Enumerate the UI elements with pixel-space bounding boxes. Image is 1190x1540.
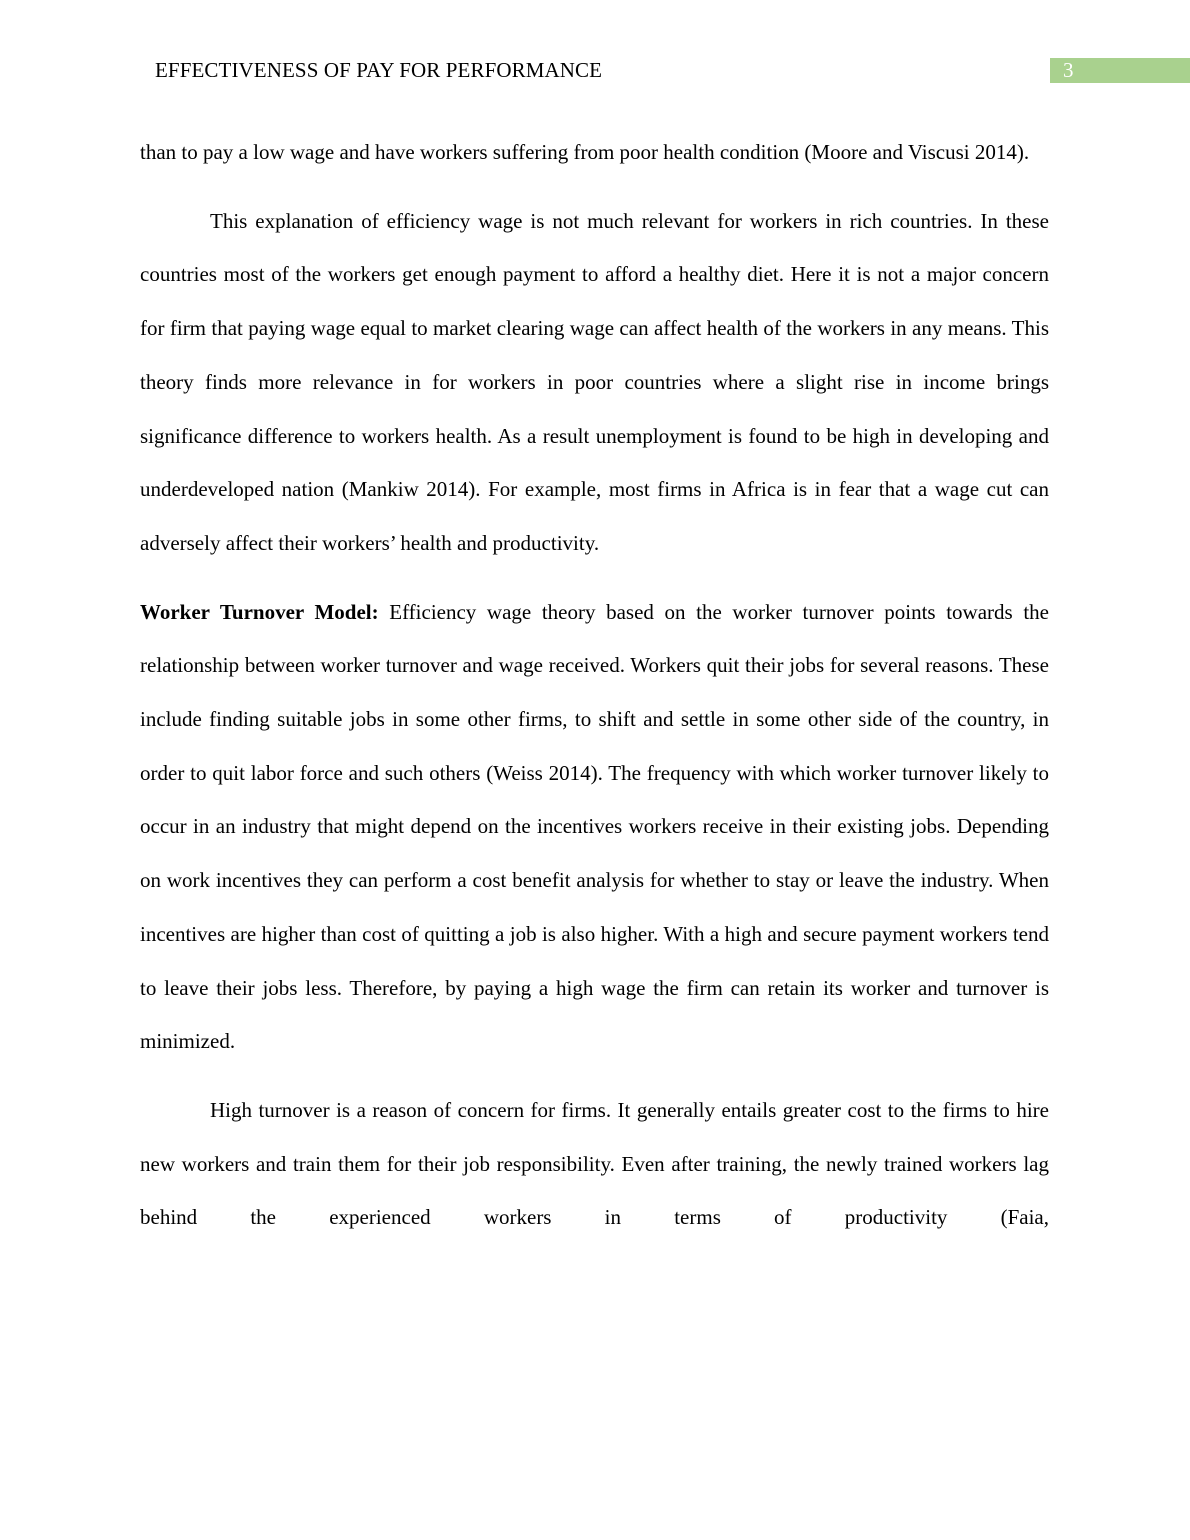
section-heading-worker-turnover: Worker Turnover Model: <box>140 599 379 624</box>
document-body <box>140 126 1049 1260</box>
page-number-box <box>1050 58 1190 83</box>
paragraph-efficiency-wage-relevance: This explanation of efficiency wage is not much relevant for workers in rich countries. In these countries most of the workers get enough payment to afford a healthy diet. Here it is not a major concern for firm that paying wage equal to market clearing wage can affect health of the workers in any means. This theory finds more relevance in for workers in poor countries where a slight rise in income brings significance difference to workers health. As a result unemployment is found to be high in developing and underdeveloped nation (Mankiw 2014). For example, most firms in Africa is in fear that a wage cut can adversely affect their workers’ health and productivity. <box>140 208 1049 555</box>
paragraph-high-turnover: High turnover is a reason of concern for firms. It generally entails greater cost to the firms to hire new workers and train them for their job responsibility. Even after training, the newly trained workers lag behind the experienced workers in terms of productivity (Faia, <box>140 1097 1049 1230</box>
page-number: 3 <box>1063 58 1074 82</box>
paragraph-continuation: than to pay a low wage and have workers suffering from poor health condition (Moore and Viscusi 2014). <box>140 140 1030 164</box>
running-head: EFFECTIVENESS OF PAY FOR PERFORMANCE <box>155 58 603 82</box>
paragraph-worker-turnover-model <box>140 586 1049 1069</box>
paragraph-worker-turnover-text: Efficiency wage theory based on the worker turnover points towards the relationship between worker turnover and wage received. Workers quit their jobs for several reasons. These include finding suitable jobs in some other firms, to shift and settle in some other side of the country, in order to quit labor force and such others (Weiss 2014). The frequency with which worker turnover likely to occur in an industry that might depend on the incentives workers receive in their existing jobs. Depending on work incentives they can perform a cost benefit analysis for whether to stay or leave the industry. When incentives are higher than cost of quitting a job is also higher. With a high and secure payment workers tend to leave their jobs less. Therefore, by paying a high wage the firm can retain its worker and turnover is minimized. <box>140 599 1049 1054</box>
